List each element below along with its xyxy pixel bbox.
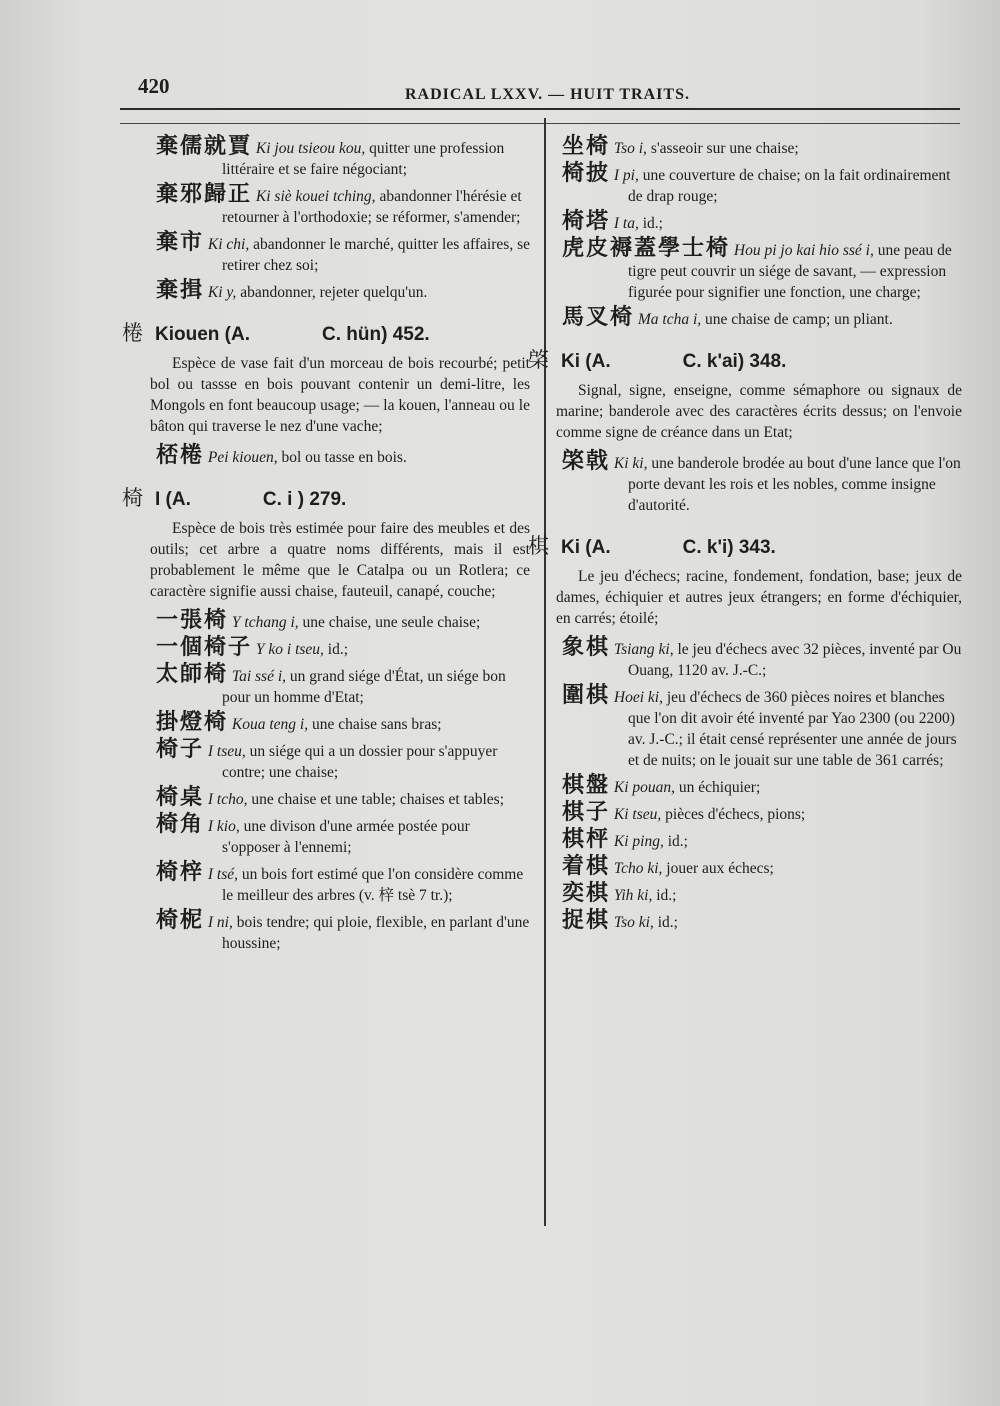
entry-text: une banderole brodée au bout d'une lance que l'on porte devant les rois et les nobles, comme insigne d'autorité. xyxy=(628,455,961,514)
entry xyxy=(150,787,530,810)
entry-text: une chaise de camp; un pliant. xyxy=(705,311,893,328)
entry-hanzi: 棋子 xyxy=(562,800,611,825)
running-header: RADICAL LXXV. — HUIT TRAITS. xyxy=(405,86,690,103)
entry-text: id.; xyxy=(327,641,349,658)
entry-hanzi: 圍棋 xyxy=(562,683,611,708)
entry-hanzi: 棄邪歸正 xyxy=(156,182,253,207)
entry xyxy=(556,910,962,933)
headword xyxy=(122,488,530,510)
entry-hanzi: 太師椅 xyxy=(156,662,229,687)
entry-text: un bois fort estimé que l'on considère comme le meilleur des arbres (v. 梓 tsè 7 tr.); xyxy=(222,866,524,904)
entry-text: une chaise, une seule chaise; xyxy=(302,614,481,631)
header-rule-thin xyxy=(120,123,960,124)
entry xyxy=(150,739,530,783)
entry-hanzi: 椅角 xyxy=(156,812,205,837)
entry-romanization: Y tchang i, xyxy=(231,614,299,631)
definition: Le jeu d'échecs; racine, fondement, fondation, base; jeux de dames, échiquier et autres jeux étrangers; en forme d'échiquier, en carrés; étoilé; xyxy=(556,568,962,627)
entry-romanization: Y ko i tseu, xyxy=(255,641,324,658)
entry-hanzi: 象棋 xyxy=(562,635,611,660)
entry xyxy=(556,637,962,681)
entry-hanzi: 椅子 xyxy=(156,737,205,762)
column-divider xyxy=(544,118,546,1226)
entry-romanization: Ki jou tsieou kou, xyxy=(255,140,366,157)
headword-cantonese: C. k'i) 343. xyxy=(682,537,776,558)
entry-hanzi: 坐椅 xyxy=(562,134,611,159)
entry-hanzi: 一張椅 xyxy=(156,608,229,633)
entry-romanization: Tsiang ki, xyxy=(613,641,674,658)
headword xyxy=(122,323,530,345)
headword-reading: Ki (A. xyxy=(561,537,611,558)
entry-text: une couverture de chaise; on la fait ordinairement de drap rouge; xyxy=(628,167,951,205)
page-number: 420 xyxy=(138,74,170,98)
entry-text: id.; xyxy=(656,887,677,904)
entry-hanzi: 椅梓 xyxy=(156,860,205,885)
entry xyxy=(556,211,962,234)
entry xyxy=(556,136,962,159)
entry xyxy=(556,451,962,516)
definition: Espèce de bois très estimée pour faire des meubles et des outils; cet arbre a quatre noms différents, mais il est probablement le même que le Catalpa ou un Rotlera; ce caractère signifie aussi chaise, fauteuil, canapé, couche; xyxy=(150,520,530,600)
header-rule xyxy=(120,108,960,110)
entry-romanization: I kio, xyxy=(207,818,240,835)
entry-romanization: Koua teng i, xyxy=(231,716,309,733)
entry-romanization: Tcho ki, xyxy=(613,860,663,877)
entry-romanization: Tso ki, xyxy=(613,914,654,931)
entry-romanization: Tso i, xyxy=(613,140,647,157)
entry xyxy=(556,802,962,825)
entry-text: pièces d'échecs, pions; xyxy=(665,806,806,823)
entry xyxy=(556,829,962,852)
entry-text: une chaise et une table; chaises et tables; xyxy=(251,791,505,808)
entry-romanization: Ma tcha i, xyxy=(637,311,702,328)
entry xyxy=(150,232,530,276)
left-column xyxy=(122,134,530,958)
entry-hanzi: 着棋 xyxy=(562,854,611,879)
entry-hanzi: 奕棋 xyxy=(562,881,611,906)
entry-text: une peau de tigre peut couvrir un siége de savant, — expression figurée pour signifier une fonction, une charge; xyxy=(628,242,952,301)
entry-romanization: Yih ki, xyxy=(613,887,653,904)
entry-hanzi: 馬叉椅 xyxy=(562,305,635,330)
entry xyxy=(556,883,962,906)
entry-hanzi: 椅柅 xyxy=(156,908,205,933)
entry-hanzi: 棄市 xyxy=(156,230,205,255)
entry-romanization: Ki y, xyxy=(207,284,237,301)
entry-text: id.; xyxy=(667,833,688,850)
entry xyxy=(556,238,962,303)
entry-romanization: Pei kiouen, xyxy=(207,449,278,466)
entry xyxy=(150,664,530,708)
entry xyxy=(150,910,530,954)
entry-romanization: Ki tseu, xyxy=(613,806,662,823)
entry-text: id.; xyxy=(642,215,663,232)
headword-hanzi: 椅 xyxy=(122,486,145,510)
headword-cantonese: C. i ) 279. xyxy=(262,489,347,510)
entry xyxy=(150,280,530,303)
headword xyxy=(528,350,962,372)
entry xyxy=(150,712,530,735)
entry-romanization: Ki chi, xyxy=(207,236,250,253)
entry-text: une divison d'une armée postée pour s'opposer à l'ennemi; xyxy=(222,818,470,856)
entry-hanzi: 掛燈椅 xyxy=(156,710,229,735)
entry-text: abandonner l'hérésie et retourner à l'orthodoxie; se réformer, s'amender; xyxy=(222,188,522,226)
headword-reading: Ki (A. xyxy=(561,351,611,372)
entry-romanization: I pi, xyxy=(613,167,639,184)
entry xyxy=(556,685,962,771)
entry-romanization: Hoei ki, xyxy=(613,689,663,706)
entry-hanzi: 椅塔 xyxy=(562,209,611,234)
entry-text: jouer aux échecs; xyxy=(666,860,774,877)
entry xyxy=(556,775,962,798)
entry-hanzi: 棋枰 xyxy=(562,827,611,852)
entry xyxy=(556,307,962,330)
entry-text: un siége qui a un dossier pour s'appuyer contre; une chaise; xyxy=(222,743,498,781)
entry xyxy=(150,814,530,858)
entry-romanization: Ki pouan, xyxy=(613,779,676,796)
entry-text: un grand siége d'État, un siége bon pour un homme d'Etat; xyxy=(222,668,506,706)
entry-hanzi: 棄揖 xyxy=(156,278,205,303)
headword-cantonese: C. hün) 452. xyxy=(322,324,430,345)
entry-text: quitter une profession littéraire et se faire négociant; xyxy=(222,140,505,178)
entry xyxy=(556,856,962,879)
headword-reading: I (A. xyxy=(155,489,191,510)
definition: Espèce de vase fait d'un morceau de bois recourbé; petit bol ou tassse en bois pouvant contenir un demi-litre, les Mongols en font beaucoup usage; — la kouen, l'anneau ou le bâton qui traverse le nez d'une vache; xyxy=(150,355,530,435)
entry-hanzi: 棄儒就賈 xyxy=(156,134,253,159)
entry-hanzi: 虎皮褥蓋學士椅 xyxy=(562,236,731,261)
entry-hanzi: 椅桌 xyxy=(156,785,205,810)
entry-romanization: I tseu, xyxy=(207,743,246,760)
entry xyxy=(150,637,530,660)
right-column xyxy=(528,134,962,937)
entry-romanization: Tai ssé i, xyxy=(231,668,287,685)
entry-text: abandonner, rejeter quelqu'un. xyxy=(240,284,428,301)
entry-romanization: Ki ki, xyxy=(613,455,648,472)
entry xyxy=(150,445,530,468)
headword-hanzi: 棨 xyxy=(528,348,551,372)
entry-text: s'asseoir sur une chaise; xyxy=(650,140,799,157)
entry-romanization: Ki siè kouei tching, xyxy=(255,188,376,205)
entry xyxy=(150,862,530,906)
entry-hanzi: 桮棬 xyxy=(156,443,205,468)
entry-text: une chaise sans bras; xyxy=(311,716,442,733)
entry-text: un échiquier; xyxy=(678,779,761,796)
entry-romanization: I ta, xyxy=(613,215,639,232)
entry-text: id.; xyxy=(657,914,678,931)
headword-hanzi: 棬 xyxy=(122,321,145,345)
entry-romanization: I tsé, xyxy=(207,866,239,883)
entry xyxy=(150,610,530,633)
entry-text: jeu d'échecs de 360 pièces noires et blanches que l'on dit avoir été inventé par Yao 2300 (ou 2200) av. J.-C.; il était censé représenter une année de jours et de nuits; on le jouait sur une table de 361 carrés; xyxy=(628,689,957,769)
entry-romanization: Ki ping, xyxy=(613,833,664,850)
entry-hanzi: 捉棋 xyxy=(562,908,611,933)
entry xyxy=(150,136,530,180)
entry-romanization: Hou pi jo kai hio ssé i, xyxy=(733,242,874,259)
headword-reading: Kiouen (A. xyxy=(155,324,250,345)
entry-text: abandonner le marché, quitter les affaires, se retirer chez soi; xyxy=(222,236,530,274)
headword-hanzi: 棋 xyxy=(528,534,551,558)
definition: Signal, signe, enseigne, comme sémaphore ou signaux de marine; banderole avec des caractères écrits dessus; on l'envoie comme signe de créance dans un Etat; xyxy=(556,382,962,441)
entry-text: bois tendre; qui ploie, flexible, en parlant d'une houssine; xyxy=(222,914,530,952)
entry-hanzi: 棋盤 xyxy=(562,773,611,798)
entry xyxy=(556,163,962,207)
entry-hanzi: 棨戟 xyxy=(562,449,611,474)
entry-hanzi: 一個椅子 xyxy=(156,635,253,660)
entry-hanzi: 椅披 xyxy=(562,161,611,186)
headword-cantonese: C. k'ai) 348. xyxy=(682,351,787,372)
entry-text: bol ou tasse en bois. xyxy=(281,449,407,466)
entry xyxy=(150,184,530,228)
headword xyxy=(528,536,962,558)
entry-text: le jeu d'échecs avec 32 pièces, inventé par Ou Ouang, 1120 av. J.-C.; xyxy=(628,641,962,679)
entry-romanization: I tcho, xyxy=(207,791,248,808)
entry-romanization: I ni, xyxy=(207,914,233,931)
